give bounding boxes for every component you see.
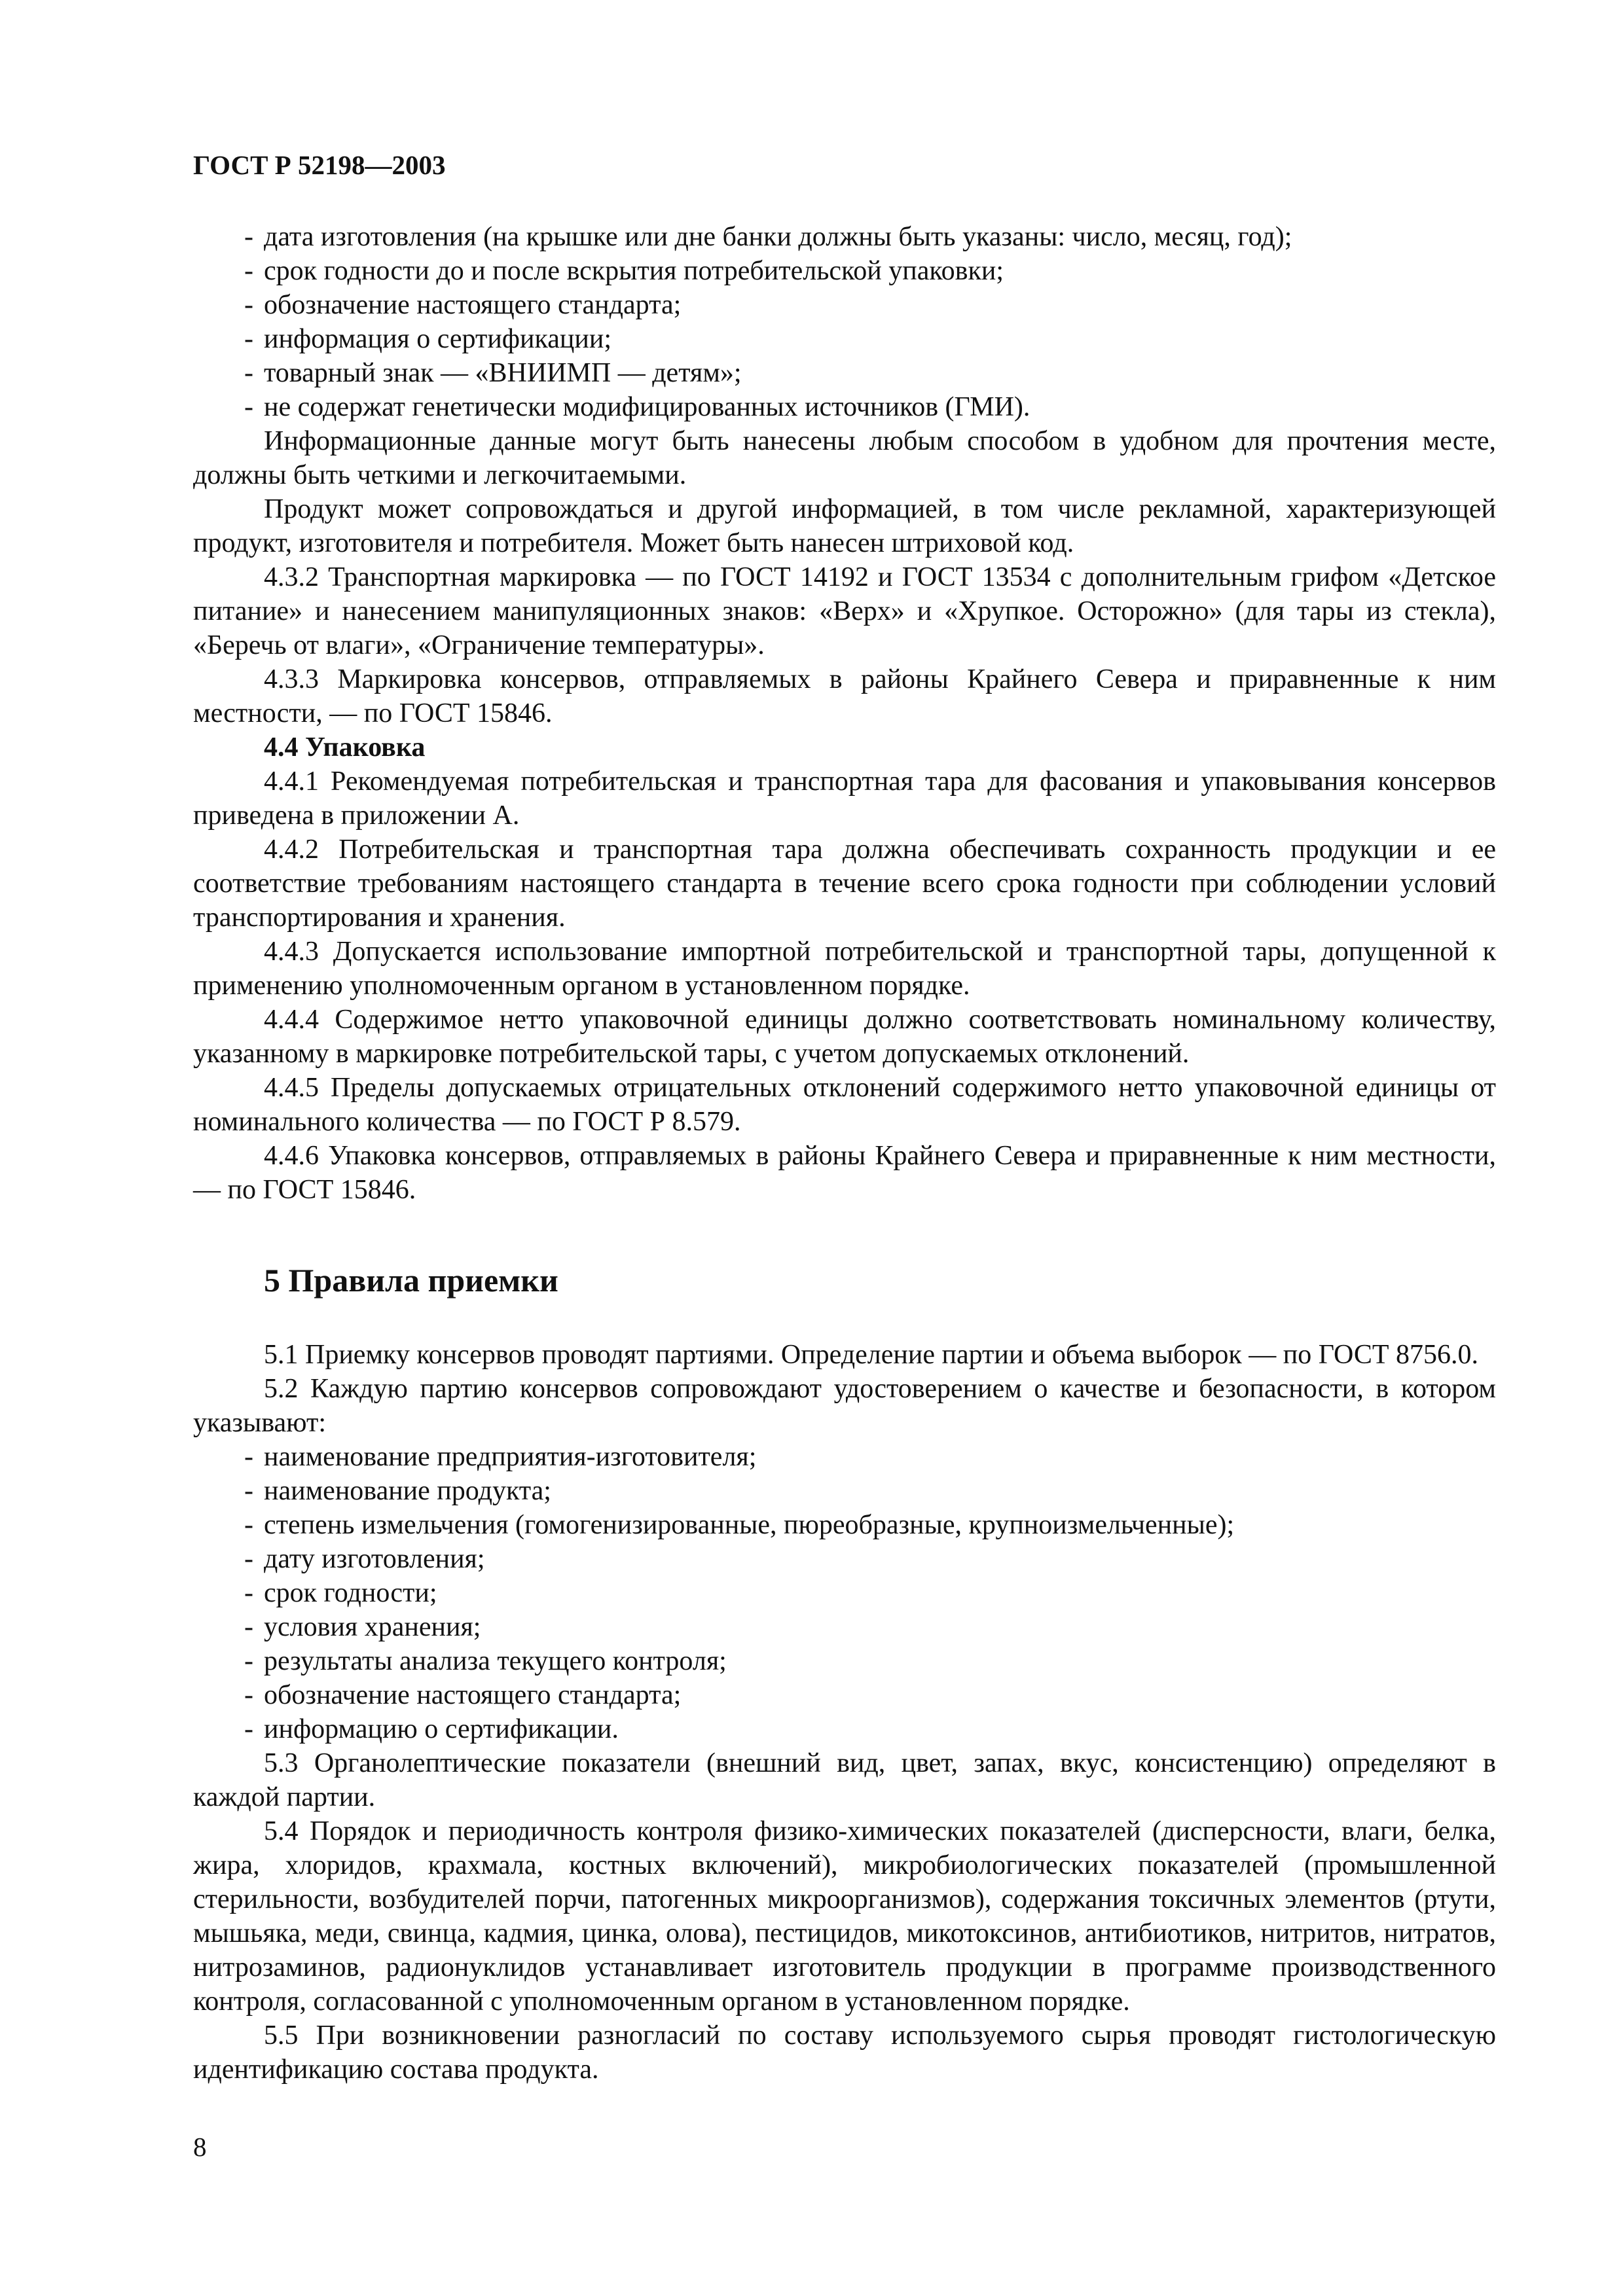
paragraph-4-3-2: 4.3.2 Транспортная маркировка — по ГОСТ 14192 и ГОСТ 13534 с дополнительным грифом «Детское питание» и нанесением манипуляционных знаков: «Верх» и «Хрупкое. Осторожно» (для тары из стекла), «Беречь от влаги», «Ограничение температуры».	[193, 562, 1496, 660]
list-item: - срок годности;	[244, 1578, 437, 1608]
paragraph: Информационные данные могут быть нанесены любым способом в удобном для прочтения месте, должны быть четкими и легкочитаемыми.	[193, 426, 1496, 490]
list-item: - условия хранения;	[244, 1612, 481, 1642]
paragraph-5-3: 5.3 Органолептические показатели (внешний вид, цвет, запах, вкус, консистенцию) определяют в каждой партии.	[193, 1748, 1496, 1812]
subheading-packaging: 4.4 Упаковка	[264, 732, 426, 762]
list-item: - информацию о сертификации.	[244, 1714, 619, 1744]
list-item: - обозначение настоящего стандарта;	[244, 1680, 682, 1710]
paragraph-5-1: 5.1 Приемку консервов проводят партиями. Определение партии и объема выборок — по ГОСТ 8756.0.	[264, 1340, 1478, 1370]
certificate-contents-list	[193, 1440, 1496, 1746]
paragraph-4-4-2: 4.4.2 Потребительская и транспортная тара должна обеспечивать сохранность продукции и ее соответствие требованиям настоящего стандарта в течение всего срока годности при соблюдении условий транспортирования и хранения.	[193, 834, 1496, 933]
paragraph: Продукт может сопровождаться и другой информацией, в том числе рекламной, характеризующей продукт, изготовителя и потребителя. Может быть нанесен штриховой код.	[193, 494, 1496, 558]
list-item: - обозначение настоящего стандарта;	[244, 290, 682, 320]
list-item: - результаты анализа текущего контроля;	[244, 1646, 727, 1676]
document-body	[193, 220, 1496, 2087]
list-item: - срок годности до и после вскрытия потребительской упаковки;	[244, 256, 1004, 286]
paragraph-5-2: 5.2 Каждую партию консервов сопровождают удостоверением о качестве и безопасности, в котором указывают:	[193, 1374, 1496, 1438]
list-item: - наименование продукта;	[244, 1476, 551, 1506]
list-item: - наименование предприятия-изготовителя;	[244, 1442, 757, 1472]
list-item: - не содержат генетически модифицированных источников (ГМИ).	[244, 392, 1030, 422]
list-item: - дату изготовления;	[244, 1544, 485, 1574]
paragraph-4-4-3: 4.4.3 Допускается использование импортной потребительской и транспортной тары, допущенной к применению уполномоченным органом в установленном порядке.	[193, 937, 1496, 1001]
document-page	[193, 149, 1496, 2087]
page-number: 8	[193, 2132, 207, 2162]
list-item: - информация о сертификации;	[244, 324, 612, 354]
paragraph-4-4-5: 4.4.5 Пределы допускаемых отрицательных отклонений содержимого нетто упаковочной единицы от номинального количества — по ГОСТ Р 8.579.	[193, 1073, 1496, 1137]
paragraph-5-4: 5.4 Порядок и периодичность контроля физико-химических показателей (дисперсности, влаги, белка, жира, хлоридов, крахмала, костных включений), микробиологических показателей (промышленной стерильности, возбудителей порчи, патогенных микроорганизмов), содержания токсичных элементов (ртути, мышьяка, меди, свинца, кадмия, цинка, олова), пестицидов, микотоксинов, антибиотиков, нитритов, нитратов, нитрозаминов, радионуклидов устанавливает изготовитель продукции в программе производственного контроля, согласованной с уполномоченным органом в установленном порядке.	[193, 1816, 1496, 2017]
list-item: - степень измельчения (гомогенизированные, пюреобразные, крупноизмельченные);	[244, 1510, 1235, 1540]
document-header: ГОСТ Р 52198—2003	[193, 150, 446, 180]
marking-list	[193, 220, 1496, 424]
paragraph-4-4-6: 4.4.6 Упаковка консервов, отправляемых в районы Крайнего Севера и приравненные к ним местности, — по ГОСТ 15846.	[193, 1141, 1496, 1205]
paragraph-4-4-4: 4.4.4 Содержимое нетто упаковочной единицы должно соответствовать номинальному количеству, указанному в маркировке потребительской тары, с учетом допускаемых отклонений.	[193, 1005, 1496, 1069]
paragraph-4-3-3: 4.3.3 Маркировка консервов, отправляемых в районы Крайнего Севера и приравненные к ним местности, — по ГОСТ 15846.	[193, 664, 1496, 728]
list-item: - товарный знак — «ВНИИМП — детям»;	[244, 358, 742, 388]
paragraph-4-4-1: 4.4.1 Рекомендуемая потребительская и транспортная тара для фасования и упаковывания консервов приведена в приложении А.	[193, 766, 1496, 831]
list-item: - дата изготовления (на крышке или дне банки должны быть указаны: число, месяц, год);	[244, 222, 1292, 252]
section-heading-acceptance: 5 Правила приемки	[264, 1262, 558, 1299]
paragraph-5-5: 5.5 При возникновении разногласий по составу используемого сырья проводят гистологическую идентификацию состава продукта.	[193, 2020, 1496, 2085]
